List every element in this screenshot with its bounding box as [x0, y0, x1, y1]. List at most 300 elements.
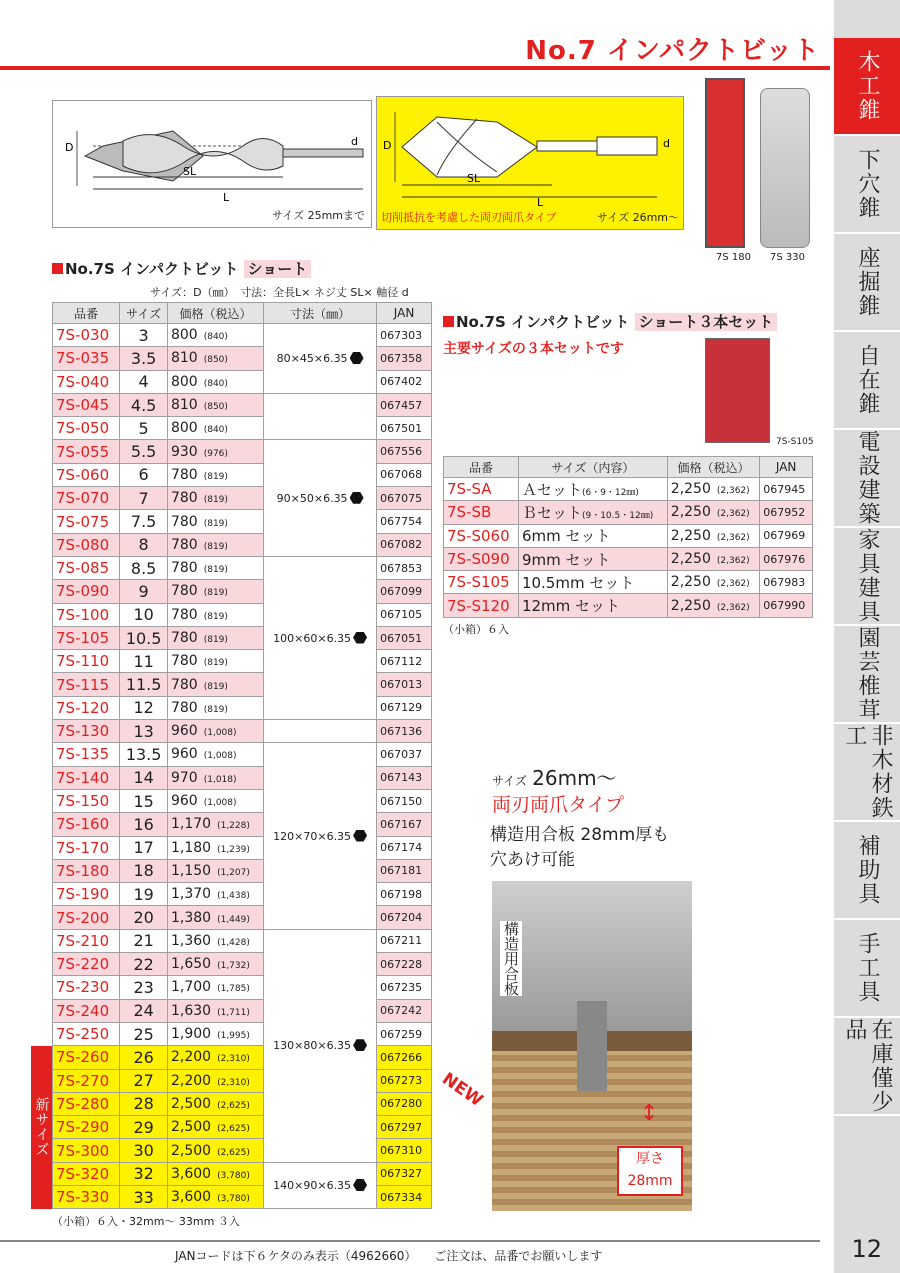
product-price	[167, 393, 263, 416]
set-content-text: Ａセット	[521, 480, 582, 499]
product-code: 7S-210	[53, 929, 120, 952]
product-price	[167, 720, 263, 743]
product-price	[167, 1092, 263, 1115]
set-content	[518, 524, 667, 547]
thickness-label-1: 厚さ	[636, 1151, 664, 1167]
thickness-label	[617, 1146, 683, 1196]
product-size: 19	[120, 883, 168, 906]
tax-value: (819)	[203, 518, 228, 529]
dimension-cell	[264, 929, 377, 1162]
price-value: 2,500	[170, 1095, 212, 1112]
product-size: 3	[120, 324, 168, 347]
jan-code: 067273	[377, 1069, 432, 1092]
price-value: 780	[170, 490, 198, 507]
product-price	[167, 696, 263, 719]
product-size: 6	[120, 463, 168, 486]
jan-code: 067181	[377, 859, 432, 882]
svg-text:D: D	[383, 139, 392, 152]
product-code: 7S-100	[53, 603, 120, 626]
product-price	[167, 1046, 263, 1069]
hex-shank-icon	[353, 830, 367, 842]
column-header: サイズ	[120, 303, 168, 324]
tab-9[interactable]: 手工具	[834, 920, 900, 1018]
new-size-label: 新サイズ	[31, 1046, 52, 1209]
product-code: 7S-090	[53, 580, 120, 603]
set-content-text: 12mm セット	[521, 597, 621, 616]
drill-drawing-icon	[53, 101, 371, 206]
jan-code: 067334	[377, 1185, 432, 1208]
price-value: 970	[170, 769, 198, 786]
jan-code: 067327	[377, 1162, 432, 1185]
tab-2[interactable]: 座掘錐	[834, 234, 900, 332]
set-jan: 067952	[760, 501, 813, 524]
tax-value: (840)	[203, 425, 228, 436]
dimension-cell	[264, 324, 377, 394]
set-jan: 067945	[760, 478, 813, 501]
product-size: 23	[120, 976, 168, 999]
tax-value: (2,625)	[217, 1147, 250, 1158]
price-value: 1,180	[170, 839, 212, 856]
product-size: 20	[120, 906, 168, 929]
set-content	[518, 571, 667, 594]
price-value: 780	[170, 653, 198, 670]
tax-value: (2,310)	[217, 1077, 250, 1088]
promo-size	[492, 762, 617, 791]
tax-value: (1,438)	[217, 891, 250, 902]
footer-note: JANコードは下６ケタのみ表示（4962660） ご注文は、品番でお願いします	[175, 1249, 603, 1263]
set-jan: 067983	[760, 571, 813, 594]
tab-8[interactable]: 補助具	[834, 822, 900, 920]
tax-value: (840)	[203, 378, 228, 389]
set-code: 7S-S120	[444, 594, 519, 617]
bit-shape	[577, 1001, 607, 1091]
tax-value: (1,207)	[217, 867, 250, 878]
product-size: 32	[120, 1162, 168, 1185]
set-section-heading	[443, 311, 777, 332]
svg-text:L: L	[537, 196, 544, 207]
product-size: 22	[120, 953, 168, 976]
header-rule	[0, 66, 830, 70]
product-size: 4	[120, 370, 168, 393]
bullet-square-icon	[52, 263, 63, 274]
product-price	[167, 743, 263, 766]
dimension-text: 80×45×6.35	[276, 351, 348, 365]
hex-shank-icon	[350, 352, 364, 364]
product-price	[167, 650, 263, 673]
product-size: 16	[120, 813, 168, 836]
price-value: 780	[170, 676, 198, 693]
tax-value: (1,018)	[203, 774, 237, 785]
jan-code: 067211	[377, 929, 432, 952]
price-value: 2,200	[170, 1072, 212, 1089]
jan-code: 067167	[377, 813, 432, 836]
footer-rule	[0, 1240, 820, 1242]
product-code: 7S-330	[53, 1185, 120, 1208]
tax-value: (819)	[203, 611, 228, 622]
tax-value: (819)	[203, 681, 228, 692]
category-sidebar	[834, 0, 900, 1273]
thickness-label-2: 28mm	[627, 1173, 673, 1189]
svg-text:SL: SL	[183, 165, 197, 178]
product-price	[167, 463, 263, 486]
product-price	[167, 976, 263, 999]
product-price	[167, 626, 263, 649]
tab-6[interactable]: 園芸椎茸	[834, 626, 900, 724]
jan-code: 067266	[377, 1046, 432, 1069]
tax-value: (1,008)	[203, 728, 237, 739]
dimension-cell	[264, 556, 377, 719]
table-row	[53, 393, 432, 416]
product-size: 30	[120, 1139, 168, 1162]
tax-value: (3,780)	[217, 1170, 250, 1181]
dimension-text: 120×70×6.35	[273, 829, 352, 843]
set-price	[667, 478, 759, 501]
product-code: 7S-035	[53, 347, 120, 370]
set-price-value: 2,250	[670, 504, 711, 521]
product-size: 12	[120, 696, 168, 719]
product-price	[167, 370, 263, 393]
set-content	[518, 501, 667, 524]
price-value: 1,630	[170, 1002, 212, 1019]
set-table-row	[444, 501, 813, 524]
set-price-value: 2,250	[670, 597, 711, 614]
diagram-caption-type: 切削抵抗を考慮した両刃両爪タイプ	[381, 211, 557, 224]
set-table-row	[444, 524, 813, 547]
jan-code: 067068	[377, 463, 432, 486]
jan-code: 067051	[377, 626, 432, 649]
product-code: 7S-120	[53, 696, 120, 719]
dimension-text: 130×80×6.35	[273, 1039, 352, 1053]
tax-value: (819)	[203, 658, 228, 669]
short-product-table	[52, 302, 432, 1209]
short-subtitle: サイズ：D（㎜） 寸法：全長L× ネジ丈 SL× 軸径 d	[150, 286, 409, 299]
product-code: 7S-230	[53, 976, 120, 999]
dimension-cell	[264, 1162, 377, 1209]
product-size: 14	[120, 766, 168, 789]
product-code: 7S-050	[53, 417, 120, 440]
jan-code: 067099	[377, 580, 432, 603]
set-column-header: 品番	[444, 457, 519, 478]
drilling-photo	[492, 881, 692, 1211]
promo-size-prefix: サイズ	[492, 774, 528, 788]
price-value: 1,380	[170, 909, 212, 926]
jan-code: 067112	[377, 650, 432, 673]
jan-code: 067310	[377, 1139, 432, 1162]
product-size: 8.5	[120, 556, 168, 579]
set-column-header: 価格（税込）	[667, 457, 759, 478]
price-value: 960	[170, 746, 198, 763]
product-price	[167, 1185, 263, 1208]
jan-code: 067501	[377, 417, 432, 440]
tax-value: (1,995)	[217, 1031, 250, 1042]
set-price-value: 2,250	[670, 481, 711, 498]
column-header: 寸法（㎜）	[264, 303, 377, 324]
tab-1[interactable]: 下穴錐	[834, 136, 900, 234]
tab-5[interactable]: 家具建具	[834, 528, 900, 626]
tax-value: (840)	[203, 332, 228, 343]
price-value: 780	[170, 699, 198, 716]
product-size: 13.5	[120, 743, 168, 766]
jan-code: 067280	[377, 1092, 432, 1115]
set-code: 7S-S060	[444, 524, 519, 547]
svg-text:d: d	[351, 135, 358, 148]
set-content-text: 10.5mm セット	[521, 573, 635, 592]
product-code: 7S-150	[53, 789, 120, 812]
set-jan: 067969	[760, 524, 813, 547]
jan-code: 067297	[377, 1116, 432, 1139]
product-price	[167, 859, 263, 882]
dimension-cell	[264, 720, 377, 743]
jan-code: 067259	[377, 1022, 432, 1045]
tab-7[interactable]: 非木材鉄工	[834, 724, 900, 822]
photo-vertical-label: 構造用合板	[502, 921, 520, 996]
promo-size-value: 26mm～	[532, 766, 617, 790]
dimension-cell	[264, 393, 377, 440]
dimension-text: 100×60×6.35	[273, 631, 352, 645]
promo-line-2: 穴あけ可能	[490, 850, 575, 870]
set-column-header: JAN	[760, 457, 813, 478]
set-price-value: 2,250	[670, 574, 711, 591]
product-code: 7S-250	[53, 1022, 120, 1045]
product-size: 10.5	[120, 626, 168, 649]
price-value: 780	[170, 606, 198, 623]
product-code: 7S-075	[53, 510, 120, 533]
jan-code: 067853	[377, 556, 432, 579]
set-heading-text: No.7S インパクトビット	[456, 313, 630, 331]
set-content	[518, 594, 667, 617]
tax-value: (819)	[203, 471, 228, 482]
column-header: JAN	[377, 303, 432, 324]
product-code: 7S-085	[53, 556, 120, 579]
product-code: 7S-135	[53, 743, 120, 766]
price-value: 1,170	[170, 816, 212, 833]
hex-shank-icon	[353, 1039, 367, 1051]
short-section-heading	[52, 258, 311, 279]
short-heading-highlight: ショート	[244, 260, 312, 278]
jan-code: 067204	[377, 906, 432, 929]
table-row	[53, 720, 432, 743]
drill-diagram-small	[52, 100, 372, 228]
price-value: 1,150	[170, 862, 212, 879]
product-code: 7S-170	[53, 836, 120, 859]
page-number: 12	[851, 1235, 882, 1263]
jan-code: 067136	[377, 720, 432, 743]
product-code: 7S-300	[53, 1139, 120, 1162]
product-code: 7S-160	[53, 813, 120, 836]
hex-shank-icon	[350, 492, 364, 504]
dimension-cell	[264, 743, 377, 929]
jan-code: 067754	[377, 510, 432, 533]
product-code: 7S-110	[53, 650, 120, 673]
product-size: 33	[120, 1185, 168, 1208]
product-code: 7S-320	[53, 1162, 120, 1185]
product-code: 7S-280	[53, 1092, 120, 1115]
product-price	[167, 324, 263, 347]
set-content	[518, 547, 667, 570]
jan-code: 067457	[377, 393, 432, 416]
tab-10[interactable]: 在庫僅少品	[834, 1018, 900, 1116]
price-value: 780	[170, 630, 198, 646]
set-subtitle: 主要サイズの３本セットです	[443, 341, 624, 357]
tax-value: (850)	[203, 355, 228, 366]
tax-value: (1,228)	[217, 821, 250, 832]
set-tax-value: (2,362)	[716, 579, 750, 590]
price-value: 800	[170, 420, 198, 437]
set-tax-value: (2,362)	[716, 556, 750, 567]
dimension-text: 90×50×6.35	[276, 491, 348, 505]
set-code: 7S-S090	[444, 547, 519, 570]
page-title: No.7 インパクトビット	[525, 36, 820, 66]
price-value: 960	[170, 723, 198, 740]
product-code: 7S-060	[53, 463, 120, 486]
product-price	[167, 533, 263, 556]
jan-code: 067174	[377, 836, 432, 859]
set-package-image	[705, 338, 770, 443]
tax-value: (819)	[203, 704, 228, 715]
tax-value: (1,008)	[203, 798, 237, 809]
product-price	[167, 953, 263, 976]
tax-value: (2,310)	[217, 1054, 250, 1065]
tax-value: (976)	[203, 448, 228, 459]
set-content-text: 9mm セット	[521, 550, 611, 569]
product-size: 10	[120, 603, 168, 626]
product-size: 7	[120, 487, 168, 510]
price-value: 3,600	[170, 1165, 212, 1182]
set-jan: 067976	[760, 547, 813, 570]
product-size: 26	[120, 1046, 168, 1069]
price-value: 2,200	[170, 1049, 212, 1066]
jan-code: 067075	[377, 487, 432, 510]
jan-code: 067402	[377, 370, 432, 393]
drill-drawing-large-icon	[377, 97, 683, 207]
jan-code: 067105	[377, 603, 432, 626]
table-row	[53, 556, 432, 579]
table-row	[53, 1162, 432, 1185]
tax-value: (1,711)	[217, 1007, 250, 1018]
tax-value: (2,625)	[217, 1100, 250, 1111]
product-size: 13	[120, 720, 168, 743]
table-row	[53, 929, 432, 952]
price-value: 2,500	[170, 1119, 212, 1136]
product-price	[167, 929, 263, 952]
tab-0[interactable]: 木工錐	[834, 38, 900, 136]
promo-line-1: 構造用合板 28mm厚も	[490, 825, 670, 845]
jan-code: 067037	[377, 743, 432, 766]
bullet-square-icon	[443, 316, 454, 327]
set-price-value: 2,250	[670, 527, 711, 544]
product-code: 7S-115	[53, 673, 120, 696]
set-table-row	[444, 594, 813, 617]
product-price	[167, 673, 263, 696]
tax-value: (2,625)	[217, 1124, 250, 1135]
price-value: 1,650	[170, 956, 212, 973]
tax-value: (850)	[203, 402, 228, 413]
product-price	[167, 999, 263, 1022]
product-size: 11	[120, 650, 168, 673]
column-header: 品番	[53, 303, 120, 324]
short-footnote: （小箱）６入・32mm～ 33mm ３入	[52, 1215, 240, 1229]
tax-value: (819)	[203, 635, 228, 645]
drill-diagram-large	[376, 96, 684, 230]
product-code: 7S-040	[53, 370, 120, 393]
product-price	[167, 556, 263, 579]
set-content-text: 6mm セット	[521, 527, 611, 546]
product-code: 7S-070	[53, 487, 120, 510]
product-code: 7S-130	[53, 720, 120, 743]
price-value: 800	[170, 327, 198, 344]
set-table-row	[444, 547, 813, 570]
tab-4[interactable]: 電設建築	[834, 430, 900, 528]
price-value: 1,360	[170, 932, 212, 949]
product-code: 7S-140	[53, 766, 120, 789]
set-price	[667, 594, 759, 617]
set-price	[667, 547, 759, 570]
set-product-table	[443, 456, 813, 618]
product-size: 3.5	[120, 347, 168, 370]
price-value: 800	[170, 373, 198, 390]
set-jan: 067990	[760, 594, 813, 617]
set-tax-value: (2,362)	[716, 602, 750, 613]
price-value: 1,900	[170, 1026, 212, 1043]
svg-text:D: D	[65, 141, 74, 154]
product-price	[167, 1139, 263, 1162]
product-code: 7S-180	[53, 859, 120, 882]
jan-code: 067556	[377, 440, 432, 463]
set-content-text: Ｂセット	[521, 503, 582, 522]
tax-value: (1,428)	[217, 937, 250, 948]
price-value: 810	[170, 350, 198, 367]
jan-code: 067303	[377, 324, 432, 347]
jan-code: 067242	[377, 999, 432, 1022]
product-size: 15	[120, 789, 168, 812]
product-code: 7S-080	[53, 533, 120, 556]
set-tax-value: (2,362)	[716, 532, 750, 543]
column-header: 価格（税込）	[167, 303, 263, 324]
product-code: 7S-055	[53, 440, 120, 463]
jan-code: 067358	[377, 347, 432, 370]
jan-code: 067150	[377, 789, 432, 812]
set-tax-value: (2,362)	[716, 486, 750, 497]
set-tax-value: (2,362)	[716, 509, 750, 520]
product-code: 7S-105	[53, 626, 120, 649]
product-price	[167, 906, 263, 929]
product-size: 9	[120, 580, 168, 603]
set-price	[667, 571, 759, 594]
set-detail: (9・10.5・12㎜)	[581, 510, 654, 521]
product-price	[167, 580, 263, 603]
tab-3[interactable]: 自在錐	[834, 332, 900, 430]
price-value: 810	[170, 397, 198, 414]
dimension-text: 140×90×6.35	[273, 1178, 352, 1192]
price-value: 960	[170, 793, 198, 810]
table-row	[53, 440, 432, 463]
price-value: 780	[170, 513, 198, 530]
jan-code: 067129	[377, 696, 432, 719]
tax-value: (819)	[203, 565, 228, 576]
tax-value: (1,239)	[217, 844, 250, 855]
set-price	[667, 524, 759, 547]
tax-value: (1,449)	[217, 914, 250, 925]
product-code: 7S-045	[53, 393, 120, 416]
double-arrow-icon: ↕	[640, 1101, 659, 1126]
diagram-caption-small: サイズ 25mmまで	[271, 209, 365, 222]
product-size: 29	[120, 1116, 168, 1139]
product-size: 8	[120, 533, 168, 556]
price-value: 780	[170, 583, 198, 600]
set-image-label: 7S-S105	[776, 437, 814, 447]
product-size: 17	[120, 836, 168, 859]
product-price	[167, 487, 263, 510]
